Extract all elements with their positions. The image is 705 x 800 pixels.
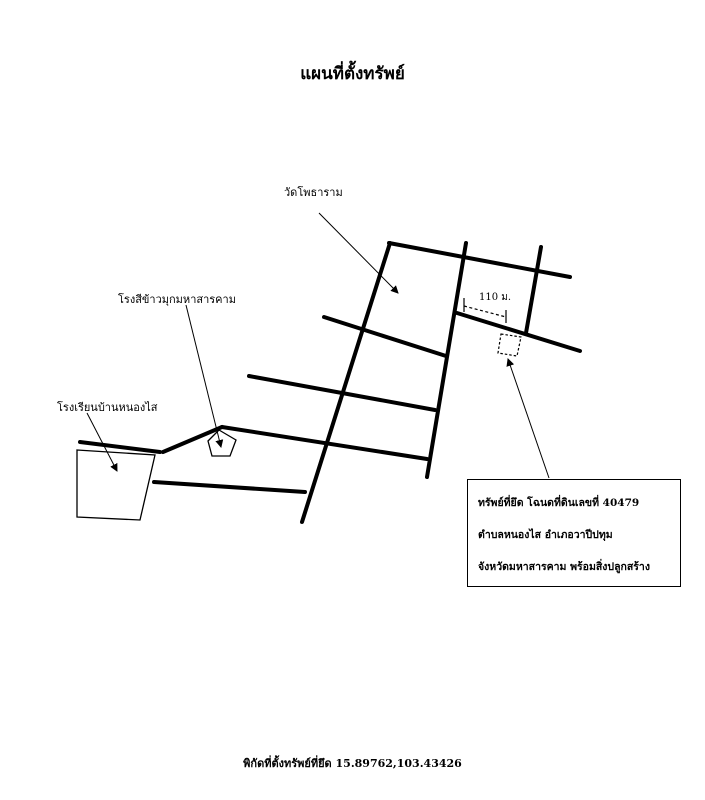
road-branch-1 — [324, 317, 446, 356]
road-north-south — [427, 243, 466, 477]
rice-mill-arrow — [186, 305, 221, 447]
property-arrow — [508, 359, 549, 478]
road-west-diagonal — [163, 427, 222, 452]
road-lower — [154, 482, 305, 492]
road-north — [389, 243, 570, 277]
info-line-deed: ทรัพย์ที่ยึด โฉนดที่ดินเลขที่ 40479 — [478, 497, 640, 509]
school-label: โรงเรียนบ้านหนองไส — [57, 401, 158, 414]
info-line-location: ตำบลหนองไส อำเภอวาปีปทุม — [478, 529, 613, 541]
rice-mill-label: โรงสีข้าวมุกมหาสารคาม — [118, 293, 236, 306]
info-line-province: จังหวัดมหาสารคาม พร้อมสิ่งปลูกสร้าง — [478, 561, 650, 573]
school-plot — [77, 450, 155, 520]
road-east — [457, 313, 580, 351]
coordinates-text: พิกัดที่ตั้งทรัพย์ที่ยึด 15.89762,103.43426 — [243, 757, 462, 770]
road-east-vertical — [526, 247, 541, 333]
temple-label: วัดโพธาราม — [284, 186, 343, 199]
road-branch-2 — [249, 376, 435, 410]
property-parcel — [498, 334, 521, 356]
distance-label: 110 ม. — [479, 292, 512, 303]
map-title: แผนที่ตั้งทรัพย์ — [300, 64, 405, 84]
road-main-diagonal — [302, 243, 390, 522]
property-info-box — [467, 479, 681, 587]
rice-mill-marker — [208, 430, 236, 456]
